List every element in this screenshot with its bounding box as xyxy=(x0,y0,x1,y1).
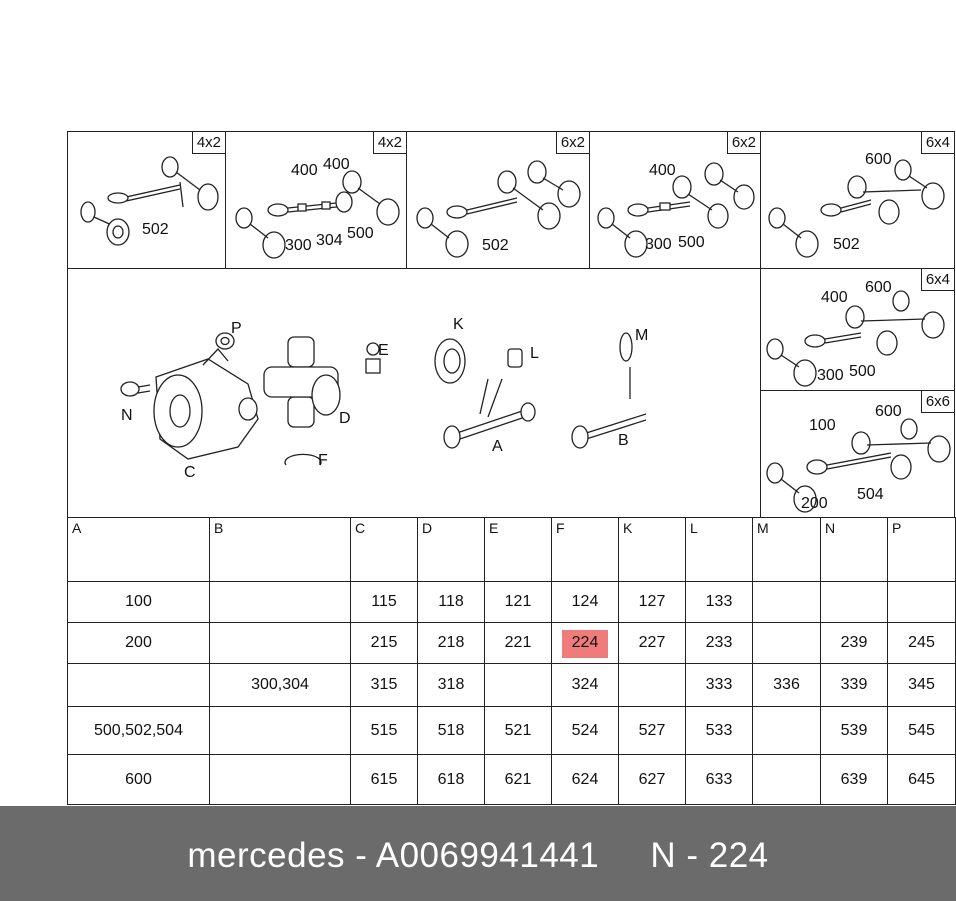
part-number-value: 239 xyxy=(840,634,868,651)
table-cell xyxy=(484,663,552,707)
part-number-value: 624 xyxy=(571,771,599,788)
part-ref-label: 500 xyxy=(849,363,876,380)
part-ref-label: 400 xyxy=(649,162,676,179)
part-ref-label: 100 xyxy=(809,417,836,434)
part-letter-label: D xyxy=(339,410,351,427)
table-cell xyxy=(618,622,686,664)
column-letter: B xyxy=(214,520,224,536)
column-letter: N xyxy=(825,520,836,536)
part-number-value: 333 xyxy=(705,676,733,693)
table-cell xyxy=(417,754,485,805)
table-cell xyxy=(209,581,351,623)
part-ref-label: 600 xyxy=(875,403,902,420)
part-ref-label: 300 xyxy=(645,236,672,253)
part-ref-label: 502 xyxy=(482,237,509,254)
column-letter: C xyxy=(355,520,366,536)
part-letter-label: M xyxy=(635,327,649,344)
part-number-value: 533 xyxy=(705,722,733,739)
table-cell xyxy=(752,706,821,755)
part-number-value: 118 xyxy=(438,593,464,610)
table-cell xyxy=(551,622,619,664)
part-number-value: 221 xyxy=(504,634,532,651)
config-cell-2 xyxy=(225,131,407,269)
table-cell xyxy=(618,754,686,805)
table-header-cell xyxy=(752,517,821,582)
part-number-value: 545 xyxy=(908,722,935,739)
part-number-value: 233 xyxy=(705,634,733,651)
part-number-value: 633 xyxy=(705,771,733,788)
table-cell xyxy=(685,581,753,623)
part-number-value: 324 xyxy=(571,676,599,693)
part-number-value: 527 xyxy=(638,722,666,739)
part-number-value: 336 xyxy=(773,676,800,693)
config-cell-6 xyxy=(760,268,955,391)
part-number-value: 339 xyxy=(840,676,868,693)
part-ref-label: 300 xyxy=(817,367,844,384)
table-cell xyxy=(350,663,418,707)
part-ref-label: 400 xyxy=(821,289,848,306)
table-cell xyxy=(209,706,351,755)
part-number-value: 627 xyxy=(638,771,666,788)
part-ref-label: 502 xyxy=(142,221,169,238)
table-header-cell xyxy=(685,517,753,582)
table-cell xyxy=(209,622,351,664)
part-number-value: 100 xyxy=(125,593,152,610)
table-cell xyxy=(685,754,753,805)
config-tag: 4x2 xyxy=(192,132,225,154)
table-cell xyxy=(887,706,956,755)
part-ref-label: 200 xyxy=(801,495,828,512)
part-number-value: 245 xyxy=(908,634,935,651)
brand-name: mercedes xyxy=(187,836,346,875)
table-header-cell xyxy=(887,517,956,582)
part-ref-label: 500 xyxy=(347,225,374,242)
table-cell xyxy=(685,706,753,755)
table-header-cell xyxy=(618,517,686,582)
table-cell xyxy=(484,581,552,623)
table-cell xyxy=(752,581,821,623)
column-letter: M xyxy=(757,520,769,536)
part-ref-label: 300 xyxy=(285,237,312,254)
table-cell xyxy=(67,706,210,755)
part-letter-label: E xyxy=(378,342,389,359)
table-cell xyxy=(618,581,686,623)
part-letter-label: B xyxy=(618,432,629,449)
footer-caption: mercedes - A0069941441 N - 224 xyxy=(187,836,769,875)
config-tag: 6x2 xyxy=(556,132,589,154)
table-cell xyxy=(484,706,552,755)
part-number: A0069941441 xyxy=(375,836,600,875)
part-ref-label: 500 xyxy=(678,234,705,251)
table-cell xyxy=(551,754,619,805)
column-letter: E xyxy=(489,520,499,536)
part-number-value: 518 xyxy=(437,722,465,739)
part-number-value: 515 xyxy=(370,722,398,739)
column-letter: D xyxy=(422,520,433,536)
part-ref-label: 600 xyxy=(865,279,892,296)
table-cell xyxy=(417,622,485,664)
part-ref-label: 400 xyxy=(291,162,318,179)
part-ref-label: 400 xyxy=(323,156,350,173)
part-number-value: 215 xyxy=(370,634,398,651)
part-letter-label: K xyxy=(453,316,464,333)
position-ref: N - 224 xyxy=(650,836,769,875)
footer-bar xyxy=(0,806,956,901)
part-number-value: 200 xyxy=(125,634,152,651)
config-cell-3 xyxy=(406,131,590,269)
table-cell xyxy=(887,622,956,664)
part-number-value: 521 xyxy=(504,722,532,739)
table-cell xyxy=(551,663,619,707)
table-cell xyxy=(484,622,552,664)
part-number-value: 121 xyxy=(504,593,532,610)
part-letter-label: C xyxy=(184,464,196,481)
column-letter: F xyxy=(556,520,565,536)
part-number-value: 618 xyxy=(437,771,465,788)
axle-drawing xyxy=(590,132,762,270)
part-number-value: 133 xyxy=(705,593,733,610)
part-number-value: 600 xyxy=(125,771,152,788)
part-number-value: 524 xyxy=(571,722,599,739)
table-cell xyxy=(67,581,210,623)
part-number-value: 621 xyxy=(504,771,532,788)
table-header-cell xyxy=(820,517,888,582)
part-number-value: 539 xyxy=(840,722,868,739)
table-header-cell xyxy=(350,517,418,582)
exploded-view-drawing xyxy=(68,269,762,519)
part-letter-label: A xyxy=(492,438,503,455)
table-cell xyxy=(417,581,485,623)
table-cell xyxy=(350,581,418,623)
config-tag: 6x4 xyxy=(921,269,954,291)
part-ref-label: 600 xyxy=(865,151,892,168)
config-cell-1 xyxy=(67,131,226,269)
part-letter-label: F xyxy=(318,452,328,469)
table-cell xyxy=(67,663,210,707)
config-tag: 4x2 xyxy=(373,132,406,154)
axle-drawing xyxy=(68,132,227,270)
part-ref-label: 304 xyxy=(316,232,343,249)
column-letter: K xyxy=(623,520,633,536)
part-number-value: 315 xyxy=(370,676,398,693)
part-number-value: 127 xyxy=(638,593,666,610)
table-header-cell xyxy=(551,517,619,582)
exploded-view-cell xyxy=(67,268,761,518)
table-cell xyxy=(887,663,956,707)
part-ref-label: 502 xyxy=(833,236,860,253)
part-number-value: 115 xyxy=(371,593,397,610)
table-cell xyxy=(350,754,418,805)
part-number-value: 639 xyxy=(840,771,868,788)
config-cell-4 xyxy=(589,131,761,269)
table-cell xyxy=(685,622,753,664)
part-number-value: 645 xyxy=(908,771,935,788)
table-cell xyxy=(618,706,686,755)
table-header-cell xyxy=(209,517,351,582)
table-cell xyxy=(752,663,821,707)
part-number-value: 224 xyxy=(571,634,599,651)
table-cell xyxy=(752,622,821,664)
table-cell xyxy=(417,663,485,707)
table-cell xyxy=(209,663,351,707)
part-number-value: 615 xyxy=(370,771,398,788)
part-letter-label: P xyxy=(231,320,242,337)
part-number-value: 500,502,504 xyxy=(94,722,183,739)
table-cell xyxy=(417,706,485,755)
table-cell xyxy=(484,754,552,805)
table-header-cell xyxy=(417,517,485,582)
table-cell xyxy=(752,754,821,805)
table-cell xyxy=(350,622,418,664)
table-cell xyxy=(551,581,619,623)
config-tag: 6x6 xyxy=(921,391,954,413)
table-cell xyxy=(67,754,210,805)
column-letter: A xyxy=(72,520,82,536)
table-cell xyxy=(820,581,888,623)
part-number-value: 345 xyxy=(908,676,935,693)
table-cell xyxy=(820,663,888,707)
table-header-cell xyxy=(484,517,552,582)
table-cell xyxy=(887,754,956,805)
part-number-value: 218 xyxy=(437,634,465,651)
config-tag: 6x2 xyxy=(727,132,760,154)
part-number-value: 300,304 xyxy=(251,676,309,693)
config-cell-5 xyxy=(760,131,955,269)
column-letter: P xyxy=(892,520,902,536)
table-cell xyxy=(820,754,888,805)
part-letter-label: L xyxy=(530,345,539,362)
table-cell xyxy=(618,663,686,707)
table-cell xyxy=(350,706,418,755)
part-letter-label: N xyxy=(121,407,133,424)
table-cell xyxy=(209,754,351,805)
config-cell-7 xyxy=(760,390,955,518)
column-letter: L xyxy=(690,520,698,536)
part-number-value: 227 xyxy=(638,634,666,651)
part-ref-label: 504 xyxy=(857,486,884,503)
config-tag: 6x4 xyxy=(921,132,954,154)
part-number-value: 318 xyxy=(437,676,465,693)
table-cell xyxy=(67,622,210,664)
table-cell xyxy=(551,706,619,755)
table-cell xyxy=(887,581,956,623)
table-cell xyxy=(820,706,888,755)
table-cell xyxy=(820,622,888,664)
table-cell xyxy=(685,663,753,707)
table-header-cell xyxy=(67,517,210,582)
part-number-value: 124 xyxy=(571,593,599,610)
